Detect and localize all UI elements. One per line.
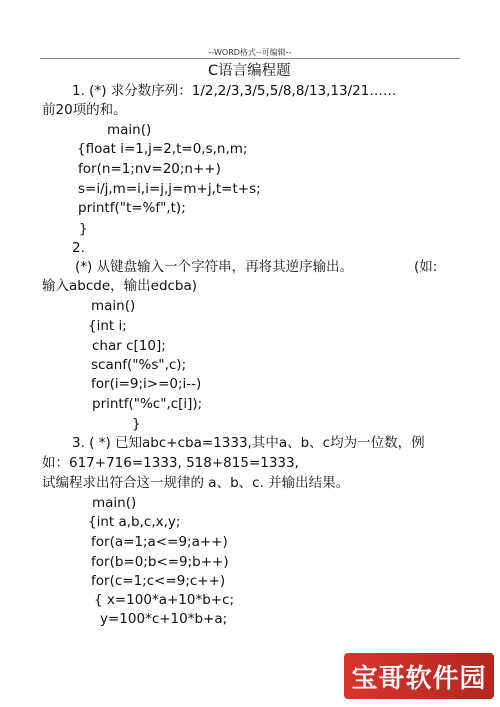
code-line: printf("t=%f",t); (78, 200, 186, 216)
header-divider (40, 58, 460, 59)
code-line: main() (91, 298, 136, 314)
problem-3-statement-cont: 试编程求出符合这一规律的 a、b、c. 并输出结果。 (42, 475, 350, 491)
code-line: main() (92, 495, 137, 511)
code-line: y=100*c+10*b+a; (100, 611, 228, 627)
code-line: } (132, 416, 141, 432)
code-line: for(n=1;nv=20;n++) (78, 161, 221, 177)
code-line: for(c=1;c<=9;c++) (91, 573, 226, 589)
code-line: for(b=0;b<=9;b++) (91, 554, 229, 570)
problem-1-statement-cont: 前20项的和。 (42, 102, 127, 118)
problem-3-statement: 3. ( *) 已知abc+cba=1333,其中a、b、c均为一位数，例 (72, 435, 425, 451)
document-title: C语言编程题 (208, 63, 291, 79)
problem-3-statement-cont: 如：617+716=1333, 518+815=1333, (42, 455, 299, 471)
problem-1-statement: 1. (*) 求分数序列：1/2,2/3,3/5,5/8,8/13,13/21…… (72, 83, 397, 99)
problem-2-number: 2. (72, 240, 85, 256)
code-line: s=i/j,m=i,i=j,j=m+j,t=t+s; (78, 181, 261, 197)
problem-2-statement: (*) 从键盘输入一个字符串，再将其逆序输出。 (75, 259, 354, 275)
problem-2-statement-right: (如: (414, 259, 438, 275)
code-line: main() (107, 122, 152, 138)
page-header: --WORD格式--可编辑-- (208, 48, 292, 57)
watermark-logo (344, 653, 494, 699)
code-line: { x=100*a+10*b+c; (94, 592, 235, 608)
code-line: {int i; (88, 318, 127, 334)
problem-2-statement-cont: 输入abcde，输出edcba) (42, 278, 198, 294)
code-line: char c[10]; (92, 338, 166, 354)
watermark-text: 宝哥软件园 (351, 663, 487, 694)
code-line: {float i=1,j=2,t=0,s,n,m; (77, 141, 248, 157)
code-line: printf("%c",c[i]); (92, 396, 203, 412)
code-line: {int a,b,c,x,y; (88, 514, 181, 530)
code-line: } (79, 221, 88, 237)
code-line: for(i=9;i>=0;i--) (91, 376, 202, 392)
code-line: for(a=1;a<=9;a++) (91, 534, 228, 550)
code-line: scanf("%s",c); (91, 357, 187, 373)
